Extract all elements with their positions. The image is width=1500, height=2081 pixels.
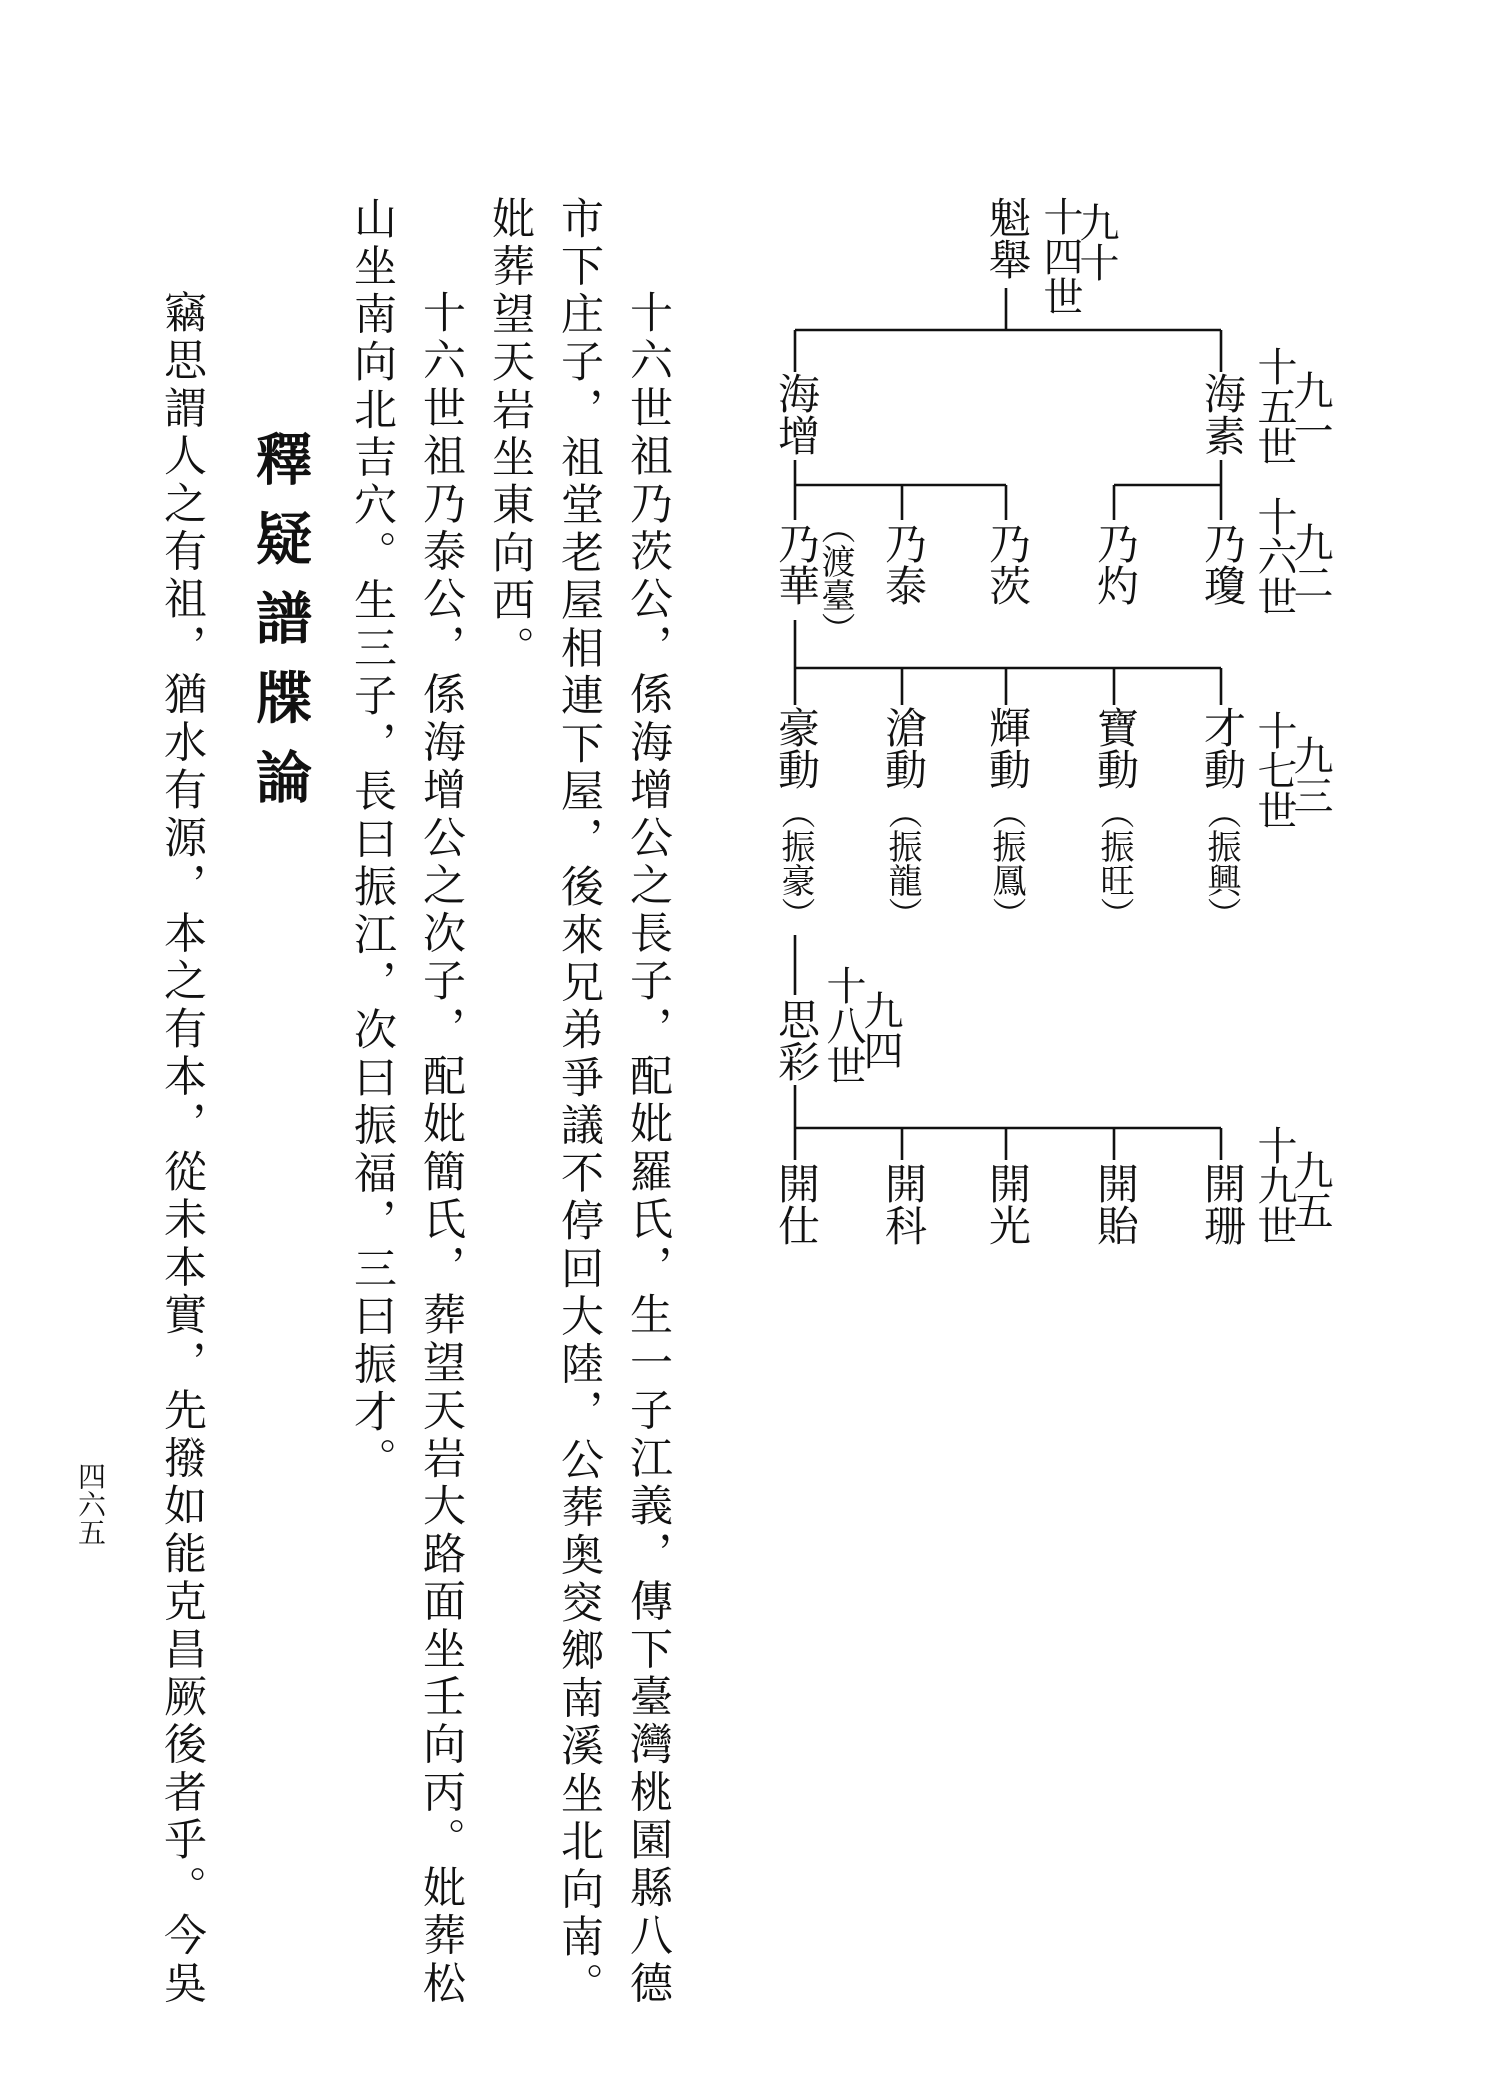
- generation-label: 十九世: [1251, 1125, 1297, 1245]
- person-name: 開光: [983, 1162, 1032, 1246]
- generation-label: 十七世: [1251, 710, 1297, 830]
- person-name: 乃茨: [983, 522, 1032, 606]
- section-title: 釋疑譜牒論: [247, 430, 313, 828]
- generation-label: 十六世: [1251, 496, 1297, 616]
- paragraph-line: 竊思謂人之有祖，猶水有源，本之有本，從未本實，先撥如能克昌厥後者乎。今吳: [157, 290, 207, 2009]
- generation-number: 九四: [857, 990, 903, 1070]
- person-name: 輝動: [983, 706, 1032, 790]
- person-name: 滄動: [879, 706, 928, 790]
- person-name: 開仕: [772, 1162, 821, 1246]
- person-alt-name: （振鳳）: [986, 795, 1026, 931]
- person-name: 海素: [1198, 372, 1247, 456]
- person-name: 開珊: [1198, 1162, 1247, 1246]
- generation-label: 十五世: [1251, 346, 1297, 466]
- person-name: 海增: [772, 372, 821, 456]
- person-name: 才動: [1198, 706, 1247, 790]
- person-name: 豪動: [772, 706, 821, 790]
- person-name: 乃泰: [879, 522, 928, 606]
- person-name: 思彩: [772, 998, 821, 1082]
- paragraph-line: 十六世祖乃茨公，係海增公之長子，配妣羅氏，生一子江義，傳下臺灣桃園縣八德: [623, 290, 673, 2009]
- person-alt-name: （振龍）: [882, 795, 922, 931]
- paragraph-line: 妣葬望天岩坐東向西。: [485, 196, 535, 674]
- generation-number: 九一: [1287, 370, 1333, 450]
- generation-label: 十四世: [1037, 196, 1083, 316]
- person-alt-name: （振豪）: [775, 795, 815, 931]
- page-number: 四六五: [74, 1462, 107, 1546]
- person-alt-name: （振興）: [1201, 795, 1241, 931]
- person-name: 乃華: [772, 522, 821, 606]
- person-name: 乃灼: [1091, 522, 1140, 606]
- person-name: 魁舉: [983, 196, 1032, 280]
- paragraph-line: 山坐南向北吉穴。生三子，長曰振江，次曰振福，三曰振才。: [347, 196, 397, 1485]
- generation-number: 九二: [1287, 522, 1333, 602]
- person-name: 開貽: [1091, 1162, 1140, 1246]
- person-note: （渡臺）: [815, 510, 855, 646]
- generation-number: 九十: [1073, 202, 1119, 282]
- paragraph-line: 市下庄子，祖堂老屋相連下屋，後來兄弟爭議不停回大陸，公葬奥窔鄉南溪坐北向南。: [554, 196, 604, 2010]
- person-name: 開科: [879, 1162, 928, 1246]
- generation-number: 九五: [1287, 1150, 1333, 1230]
- person-name: 乃瓊: [1198, 522, 1247, 606]
- person-name: 寶動: [1091, 706, 1140, 790]
- person-alt-name: （振旺）: [1094, 795, 1134, 931]
- generation-number: 九三: [1287, 735, 1333, 815]
- paragraph-line: 十六世祖乃泰公，係海增公之次子，配妣簡氏，葬望天岩大路面坐壬向丙。妣葬松: [416, 290, 466, 2009]
- generation-label: 十八世: [820, 965, 866, 1085]
